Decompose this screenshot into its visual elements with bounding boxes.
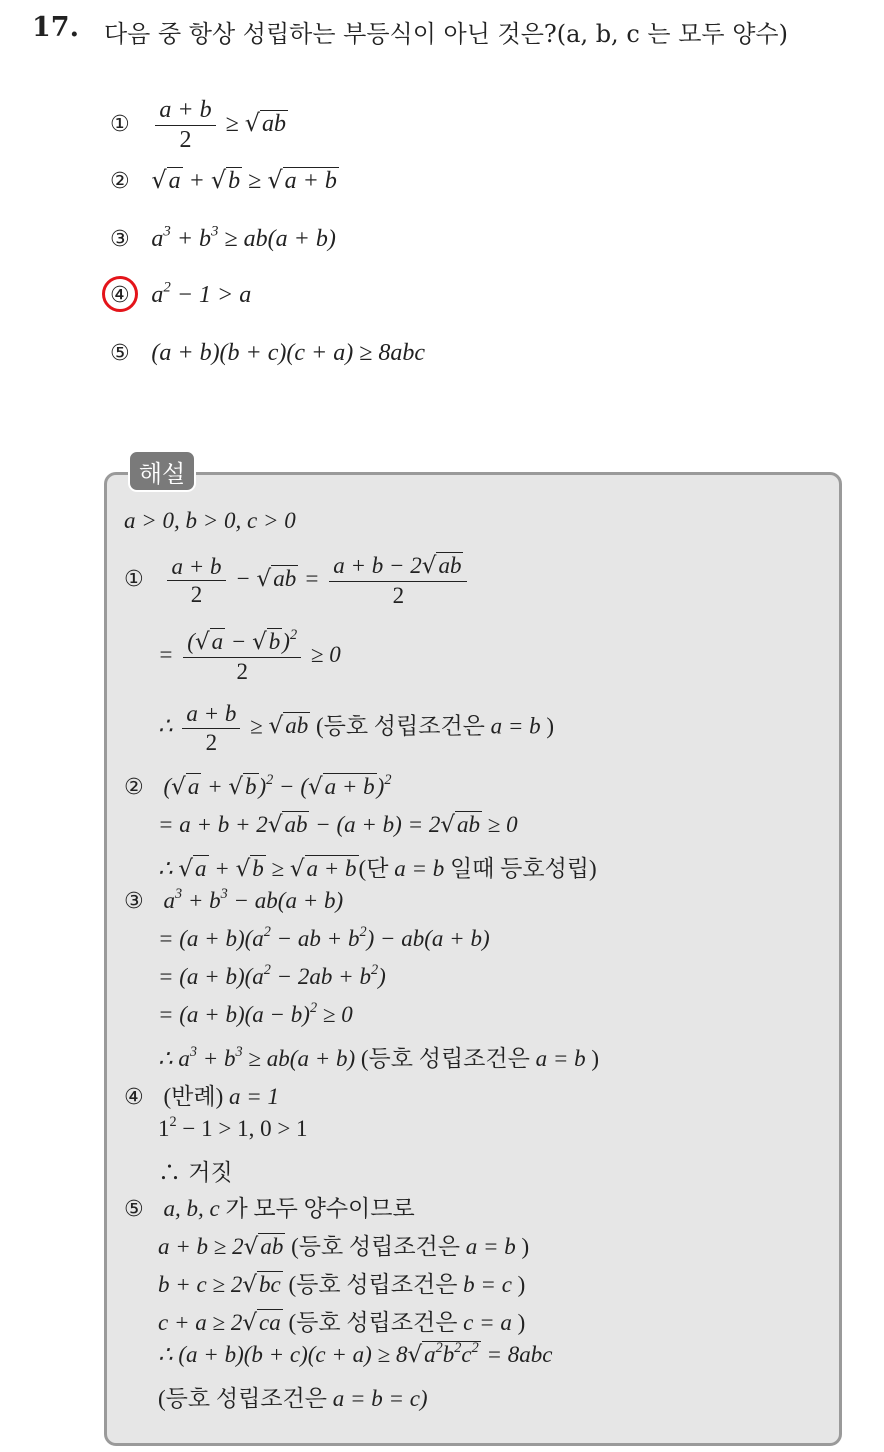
solution-line: ∴ $\frac{a + b}{2}$ ≥ √ab (등호 성립조건은 a = b ) — [158, 701, 555, 755]
option-5[interactable] — [110, 338, 425, 367]
option-expression: $a^2 - 1 > a$ — [151, 279, 252, 308]
solution-line: ∴ $(a + b)(b + c)(c + a) \ge 8√a^2b^2c^2 = 8abc$ — [158, 1340, 553, 1368]
solution-line: b + c ≥ 2√bc (등호 성립조건은 b = c ) — [158, 1272, 526, 1298]
question-number: 17. — [32, 12, 79, 43]
solution-badge: 해설 — [128, 450, 196, 492]
option-2[interactable] — [110, 166, 339, 195]
solution-line: ① $\frac{a + b}{2}$ − √ab = $\frac{a + b - 2√ab}{2}$ — [124, 552, 471, 609]
option-marker: ② — [110, 169, 130, 194]
solution-line: ∴ 거짓 — [158, 1160, 233, 1186]
solution-line: = $(a + b)(a - b)^2 \ge 0$ — [158, 1000, 353, 1027]
solution-line: ③ $a^3 + b^3 - ab(a + b)$ — [124, 886, 344, 914]
solution-line: c + a ≥ 2√ca (등호 성립조건은 c = a ) — [158, 1310, 526, 1336]
question-text: 다음 중 항상 성립하는 부등식이 아닌 것은?(a, b, c 는 모두 양수) — [104, 20, 788, 48]
solution-line: a + b ≥ 2√ab (등호 성립조건은 a = b ) — [158, 1234, 530, 1260]
option-marker: ① — [110, 111, 130, 137]
solution-line: = $(a + b)(a^2$ − ab + $b^2) - ab(a + b)$ — [158, 924, 490, 951]
solution-line: ∴ √a + √b ≥ √a + b(단 a = b 일때 등호성립) — [158, 856, 597, 882]
solution-line: ∴ $a^3 + b^3 \ge ab(a + b)$ (등호 성립조건은 a = b ) — [158, 1044, 600, 1071]
option-1[interactable] — [110, 96, 288, 155]
solution-box — [104, 472, 842, 1446]
solution-line: ⑤ a, b, c 가 모두 양수이므로 — [124, 1196, 415, 1222]
option-3[interactable] — [110, 224, 336, 253]
solution-line: (등호 성립조건은 a = b = c) — [158, 1386, 428, 1411]
option-expression: (a + b)(b + c)(c + a) ≥ 8abc — [151, 340, 426, 366]
solution-line: = $(a + b)(a^2 - 2ab + b^2)$ — [158, 962, 386, 989]
option-marker: ⑤ — [110, 341, 130, 366]
solution-line: ② $(√a + √b)^2 - (√a + b)^2$ — [124, 772, 392, 800]
option-expression: $a^3 + b^3 \ge ab(a + b)$ — [151, 223, 336, 252]
solution-line: = $\frac{(√a - √b)^2}{2}$ ≥ 0 — [158, 627, 341, 684]
option-expression: √a + √b ≥ √a + b — [151, 166, 337, 194]
option-marker: ④ — [110, 283, 130, 308]
option-marker: ③ — [110, 227, 130, 252]
answer-mark-circle — [102, 276, 138, 312]
solution-line: $1^2 - 1 > 1$, 0 > 1 — [158, 1114, 308, 1141]
solution-line: ④ (반례) a = 1 — [124, 1084, 280, 1110]
solution-line: = a + b + 2√ab − (a + b) = 2√ab ≥ 0 — [158, 812, 518, 838]
solution-line: a > 0, b > 0, c > 0 — [124, 508, 296, 533]
option-expression: $\frac{a + b}{2}$ ≥ √ab — [151, 111, 288, 137]
